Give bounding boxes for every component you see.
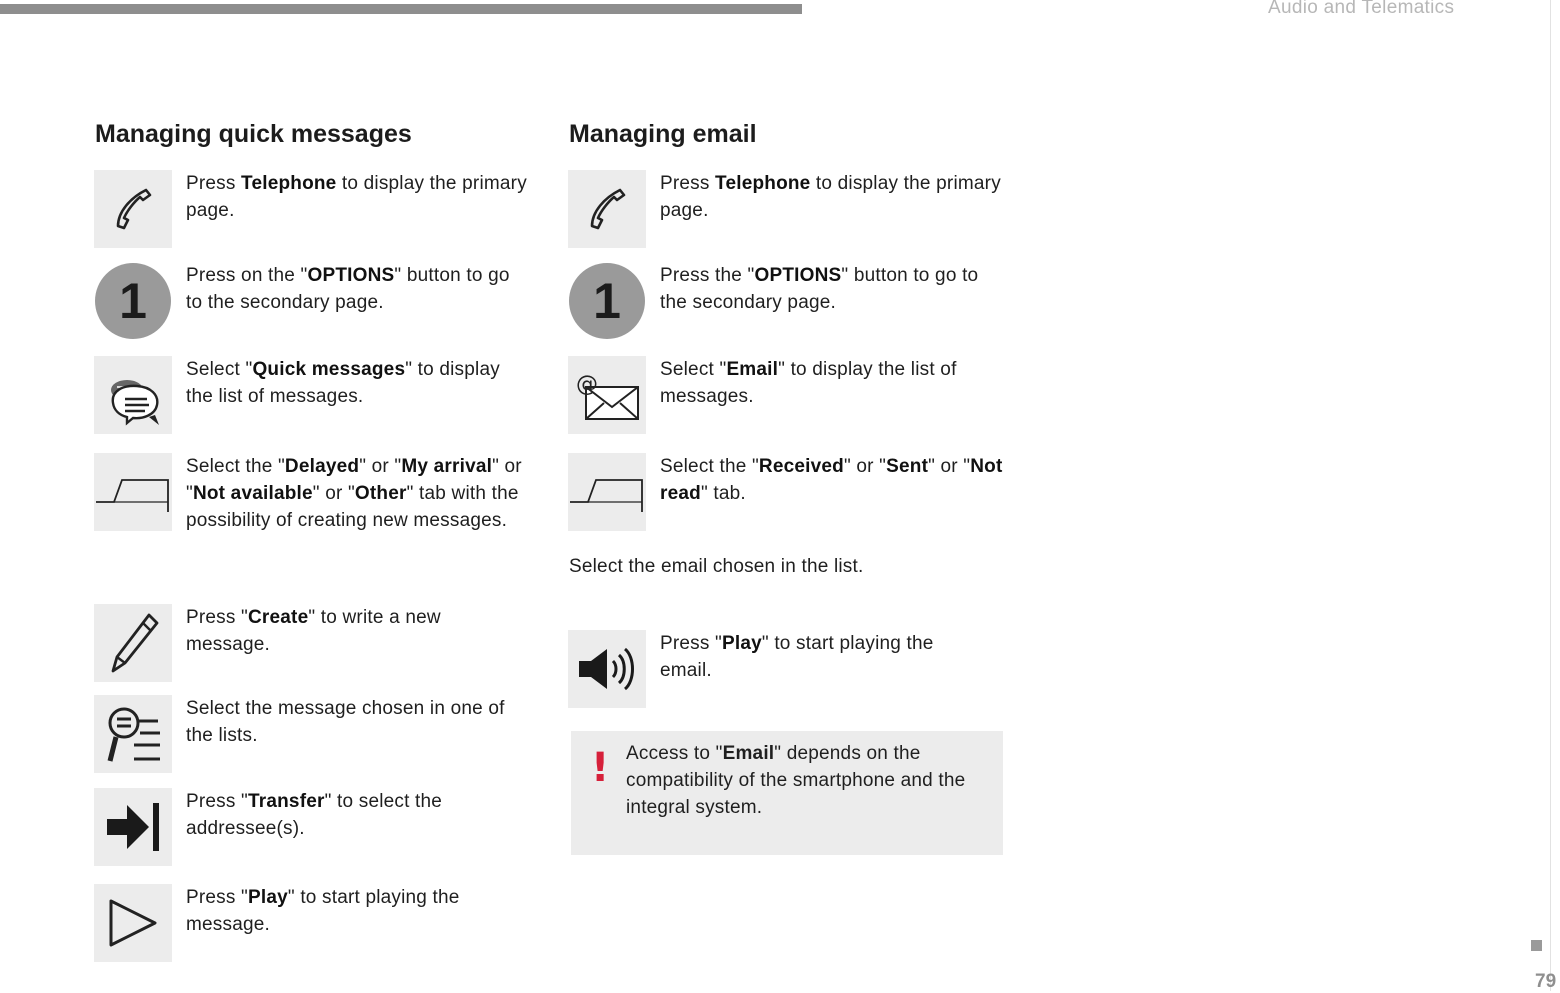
number-1-icon: 1 [94,262,172,340]
tab-icon [94,453,172,531]
email-icon [568,356,646,434]
tab-icon [568,453,646,531]
warning-icon: ! [591,745,610,791]
svg-text:@: @ [576,372,598,397]
number-1-icon: 1 [568,262,646,340]
play-icon [94,884,172,962]
top-rule-bar [0,4,802,14]
speaker-icon [568,630,646,708]
pencil-icon [94,604,172,682]
left-column-title: Managing quick messages [95,120,412,148]
select-email-instruction: Select the email chosen in the list. [569,556,864,577]
telephone-icon [568,170,646,248]
compatibility-note-box [571,731,1003,855]
telephone-icon [94,170,172,248]
section-header-title: Audio and Telematics [1268,0,1455,18]
right-column-title: Managing email [569,120,757,148]
note-text: Access to "Email" depends on the compatibility of the smartphone and the integral system. [626,743,966,818]
list-select-icon [94,695,172,773]
page-edge-line [1550,0,1551,991]
quick-messages-icon [94,356,172,434]
page-marker [1531,940,1542,951]
page-number: 79 [1535,971,1557,992]
transfer-icon [94,788,172,866]
